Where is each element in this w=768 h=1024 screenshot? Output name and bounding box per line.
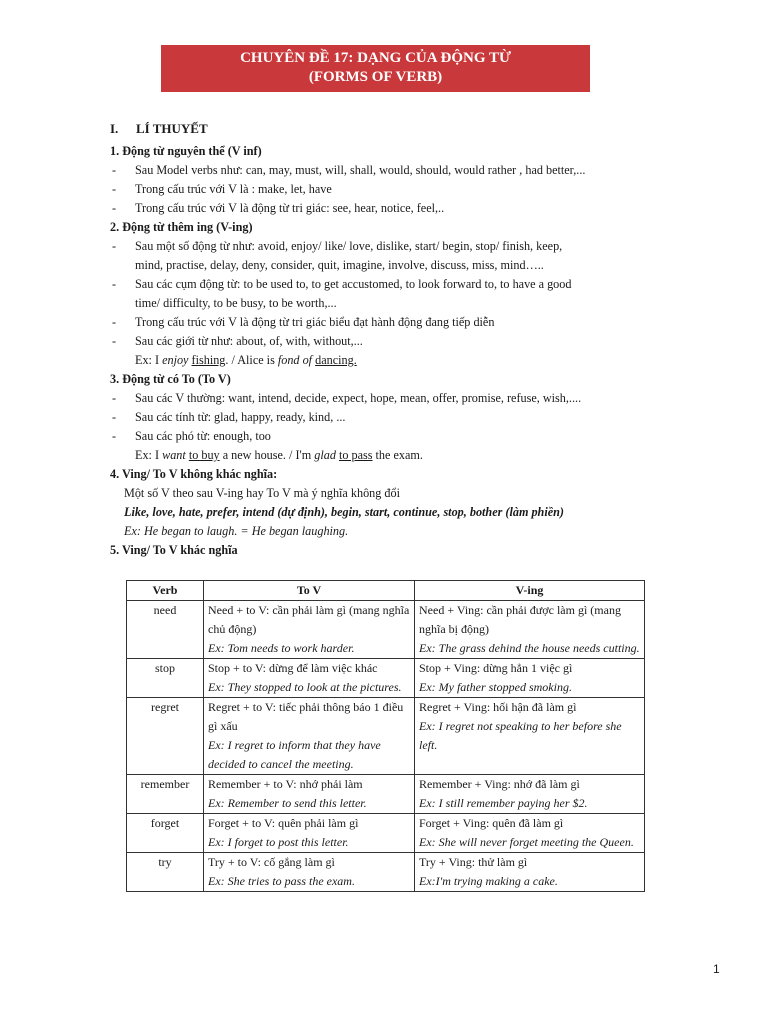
theory-content <box>110 118 655 560</box>
part-4-example: Ex: He began to laugh. = He began laughing. <box>124 524 349 538</box>
cell-text: Forget + Ving: quên đã làm gì <box>419 816 564 830</box>
part-2-heading: 2. Động từ thêm ing (V-ing) <box>110 220 253 234</box>
cell-example: Ex: She tries to pass the exam. <box>208 874 355 888</box>
list-item <box>110 408 655 427</box>
list-item <box>110 237 655 256</box>
cell-text: Try + Ving: thử làm gì <box>419 855 528 869</box>
cell-text: Stop + to V: dừng để làm việc khác <box>208 661 378 675</box>
dash-bullet: - <box>112 163 117 177</box>
list-item-text: Sau các cụm động từ: to be used to, to get accustomed, to look forward to, to have a good <box>135 277 572 291</box>
to-v-cell <box>204 775 415 814</box>
cell-text: Remember + Ving: nhớ đã làm gì <box>419 777 580 791</box>
dash-bullet: - <box>112 334 117 348</box>
part-5-heading: 5. Ving/ To V khác nghĩa <box>110 543 238 557</box>
title-line-2: (FORMS OF VERB) <box>308 69 443 85</box>
table-row <box>127 775 645 814</box>
section-roman-numeral: I. <box>110 121 119 136</box>
dash-bullet: - <box>112 410 117 424</box>
dash-bullet: - <box>112 391 117 405</box>
v-ing-cell <box>415 775 645 814</box>
list-item-text: Sau các giới từ như: about, of, with, without,... <box>135 334 363 348</box>
dash-bullet: - <box>112 182 117 196</box>
verb-forms-table <box>126 580 645 892</box>
cell-text: Remember + to V: nhớ phải làm <box>208 777 363 791</box>
list-item <box>110 332 655 351</box>
table-row <box>127 659 645 698</box>
cell-example: Ex: I forget to post this letter. <box>208 835 349 849</box>
to-v-cell <box>204 698 415 775</box>
dash-bullet: - <box>112 429 117 443</box>
example-prefix: Ex: I <box>135 353 163 367</box>
example-underlined: dancing. <box>315 353 357 367</box>
v-ing-cell <box>415 659 645 698</box>
verb-cell: stop <box>127 659 204 698</box>
list-item-text: Trong cấu trúc với V là động từ tri giác: see, hear, notice, feel,.. <box>135 201 445 215</box>
list-item-continuation: mind, practise, delay, deny, consider, quit, imagine, involve, discuss, miss, mind….. <box>135 258 544 272</box>
section-title: LÍ THUYẾT <box>136 121 208 136</box>
v-ing-cell <box>415 814 645 853</box>
cell-example: Ex: My father stopped smoking. <box>419 680 572 694</box>
verb-cell: forget <box>127 814 204 853</box>
example-text: . / Alice is <box>225 353 278 367</box>
part-4-description: Một số V theo sau V-ing hay To V mà ý nghĩa không đổi <box>124 486 400 500</box>
list-item-text: Sau một số động từ như: avoid, enjoy/ like/ love, dislike, start/ begin, stop/ finish, keep, <box>135 239 563 253</box>
dash-bullet: - <box>112 239 117 253</box>
example-adjective: glad <box>314 448 336 462</box>
cell-example: Ex: I regret not speaking to her before she left. <box>419 719 622 752</box>
list-item-continuation: time/ difficulty, to be busy, to be worth,... <box>135 296 337 310</box>
dash-bullet: - <box>112 277 117 291</box>
to-v-cell <box>204 659 415 698</box>
cell-text: Try + to V: cố gắng làm gì <box>208 855 335 869</box>
list-item <box>110 313 655 332</box>
example-verb: want <box>162 448 186 462</box>
example-phrase: fond of <box>277 353 313 367</box>
verb-cell: regret <box>127 698 204 775</box>
list-item <box>110 427 655 446</box>
cell-example: Ex: Remember to send this letter. <box>208 796 367 810</box>
cell-example: Ex: Tom needs to work harder. <box>208 641 355 655</box>
cell-text: Need + Ving: cần phải được làm gì (mang nghĩa bị động) <box>419 603 621 636</box>
cell-text: Need + to V: cần phải làm gì (mang nghĩa chủ động) <box>208 603 410 636</box>
list-item-text: Sau các V thường: want, intend, decide, expect, hope, mean, offer, promise, refuse, wish,.... <box>135 391 582 405</box>
list-item <box>110 389 655 408</box>
table-row <box>127 601 645 659</box>
list-item <box>110 275 655 294</box>
cell-text: Stop + Ving: dừng hẳn 1 việc gì <box>419 661 573 675</box>
v-ing-cell <box>415 853 645 892</box>
example-line <box>110 446 655 465</box>
list-item-text: Trong cấu trúc với V là động từ tri giác biểu đạt hành động đang tiếp diễn <box>135 315 495 329</box>
example-underlined: to buy <box>188 448 220 462</box>
cell-example: Ex:I'm trying making a cake. <box>419 874 558 888</box>
example-line <box>110 351 655 370</box>
v-ing-cell <box>415 698 645 775</box>
to-v-cell <box>204 601 415 659</box>
list-item-text: Trong cấu trúc với V là : make, let, have <box>135 182 332 196</box>
example-text: the exam. <box>372 448 423 462</box>
list-item <box>110 161 655 180</box>
part-4-heading: 4. Ving/ To V không khác nghĩa: <box>110 467 278 481</box>
table-row <box>127 814 645 853</box>
example-underlined: fishing <box>191 353 226 367</box>
title-banner <box>161 45 590 92</box>
part-3-heading: 3. Động từ có To (To V) <box>110 372 231 386</box>
cell-example: Ex: I regret to inform that they have decided to cancel the meeting. <box>208 738 381 771</box>
dash-bullet: - <box>112 315 117 329</box>
verb-cell: need <box>127 601 204 659</box>
cell-example: Ex: I still remember paying her $2. <box>419 796 588 810</box>
example-text: a new house. / I'm <box>219 448 315 462</box>
page-number: 1 <box>713 962 720 976</box>
cell-example: Ex: They stopped to look at the pictures. <box>208 680 402 694</box>
table-row <box>127 853 645 892</box>
part-4-verb-list: Like, love, hate, prefer, intend (dự định), begin, start, continue, stop, bother (làm phiền) <box>124 505 564 519</box>
v-ing-cell <box>415 601 645 659</box>
to-v-cell <box>204 853 415 892</box>
example-underlined: to pass <box>338 448 373 462</box>
verb-cell: remember <box>127 775 204 814</box>
list-item <box>110 180 655 199</box>
dash-bullet: - <box>112 201 117 215</box>
part-1-heading: 1. Động từ nguyên thể (V inf) <box>110 144 262 158</box>
table-row <box>127 698 645 775</box>
cell-text: Regret + Ving: hối hận đã làm gì <box>419 700 577 714</box>
list-item-text: Sau các phó từ: enough, too <box>135 429 271 443</box>
example-verb: enjoy <box>162 353 189 367</box>
verb-cell: try <box>127 853 204 892</box>
cell-text: Forget + to V: quên phải làm gì <box>208 816 359 830</box>
cell-example: Ex: She will never forget meeting the Queen. <box>419 835 634 849</box>
to-v-cell <box>204 814 415 853</box>
column-header: To V <box>204 581 415 601</box>
list-item <box>110 199 655 218</box>
title-line-1: CHUYÊN ĐỀ 17: DẠNG CỦA ĐỘNG TỪ <box>240 50 511 66</box>
list-item-text: Sau các tính từ: glad, happy, ready, kind, ... <box>135 410 346 424</box>
column-header: Verb <box>127 581 204 601</box>
table-header-row <box>127 581 645 601</box>
list-item-text: Sau Model verbs như: can, may, must, will, shall, would, should, would rather , had better,... <box>135 163 586 177</box>
cell-example: Ex: The grass dehind the house needs cutting. <box>419 641 640 655</box>
cell-text: Regret + to V: tiếc phải thông báo 1 điều gì xấu <box>208 700 404 733</box>
section-heading <box>110 118 655 142</box>
column-header: V-ing <box>415 581 645 601</box>
example-prefix: Ex: I <box>135 448 163 462</box>
